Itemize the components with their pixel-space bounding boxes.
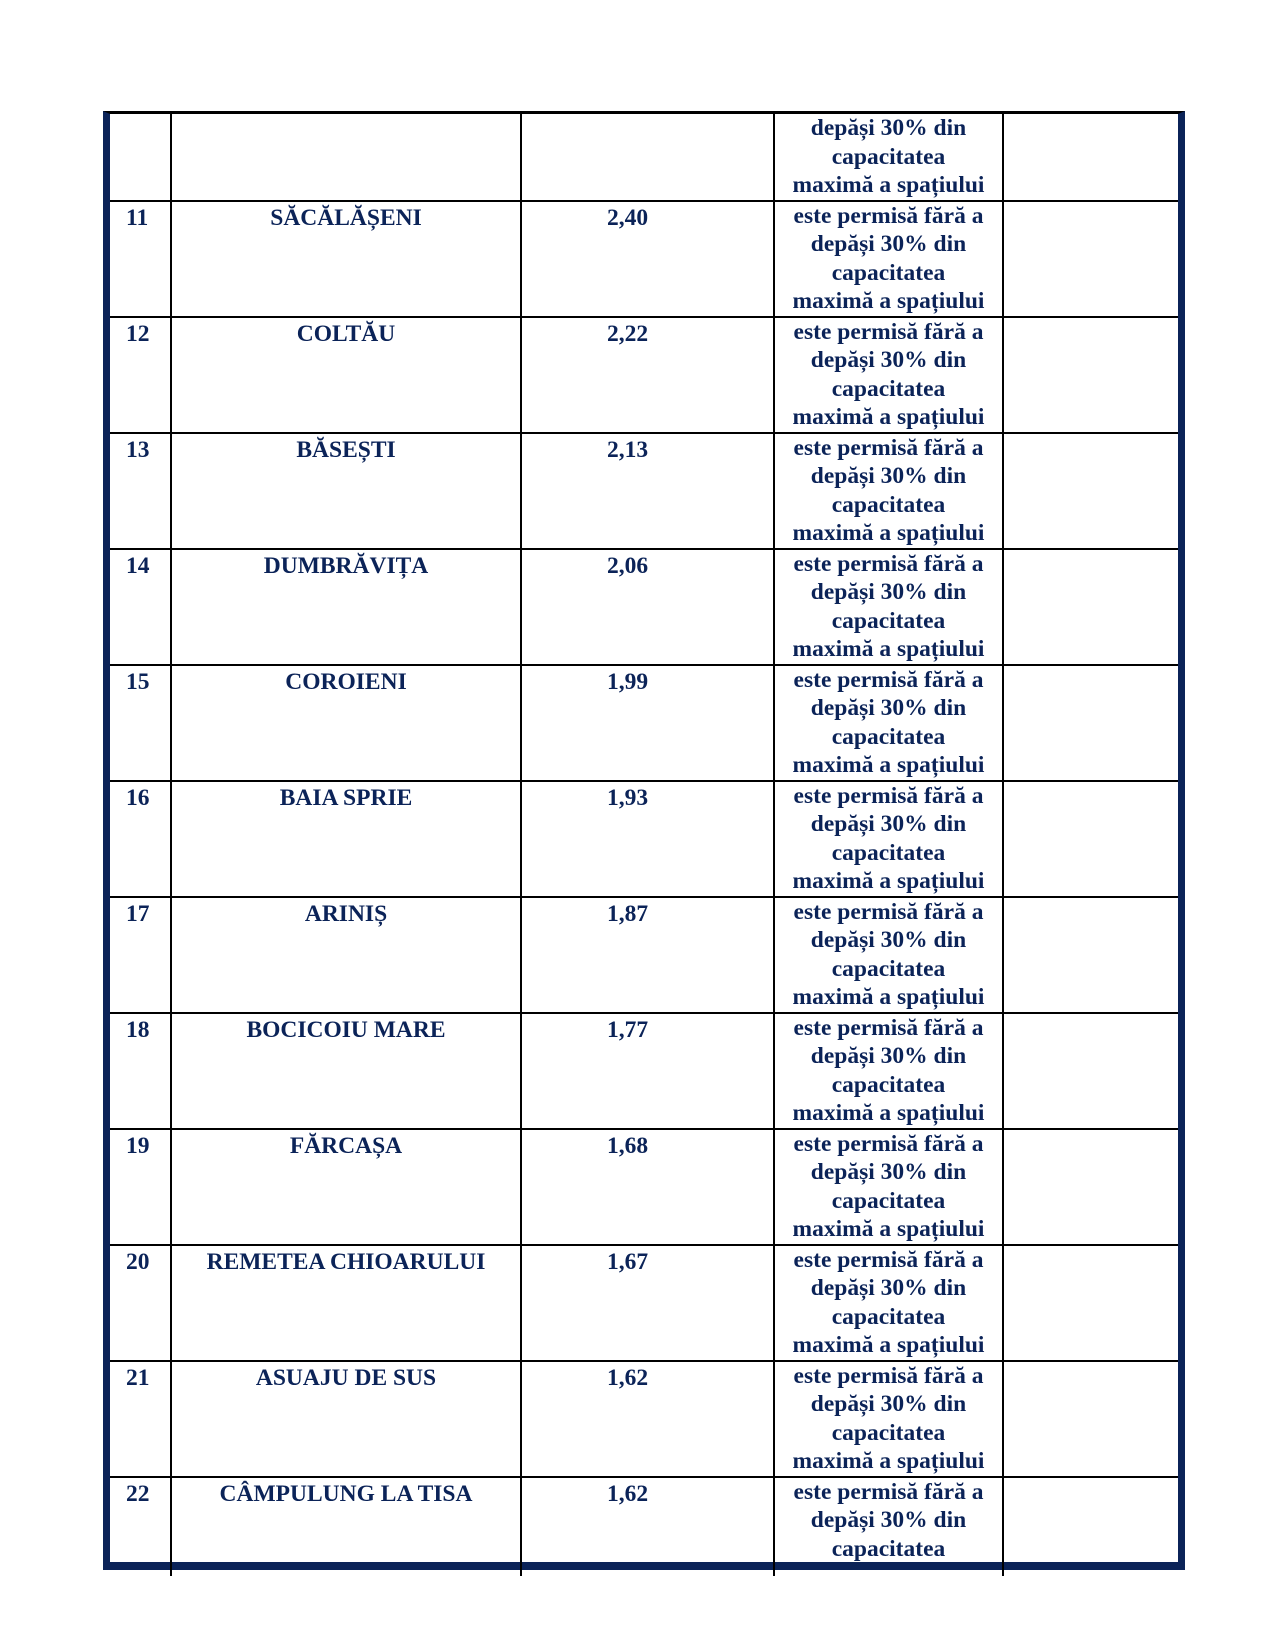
note-cell (774, 1477, 1003, 1576)
table-row (110, 1245, 1178, 1361)
empty-cell (1003, 317, 1178, 433)
note-cell (774, 317, 1003, 433)
note-line: este permisă fără a (793, 434, 984, 461)
empty-cell (1003, 1477, 1178, 1576)
note-line: este permisă fără a (793, 1362, 984, 1389)
locality-name: REMETEA CHIOARULUI (171, 1245, 521, 1361)
note-line: capacitatea (831, 1303, 946, 1330)
empty-cell (1003, 1013, 1178, 1129)
name-cell (171, 114, 521, 201)
empty-cell (1003, 1245, 1178, 1361)
note-line: depăși 30% din (810, 1275, 967, 1301)
value-cell (521, 114, 774, 201)
note-cell (774, 201, 1003, 317)
note-line: este permisă fără a (793, 1246, 984, 1273)
note-line: depăși 30% din (810, 1507, 967, 1533)
empty-cell (1003, 665, 1178, 781)
table-row (110, 549, 1178, 665)
row-number: 12 (110, 317, 171, 433)
table-frame (103, 111, 1185, 1570)
note-line: este permisă fără a (793, 666, 984, 693)
locality-name: FĂRCAȘA (171, 1129, 521, 1245)
note-line: depăși 30% din (810, 695, 967, 721)
note-line: maximă a spațiului (792, 752, 985, 778)
rate-value: 2,22 (521, 317, 774, 433)
table-row (110, 201, 1178, 317)
rate-value: 1,62 (521, 1361, 774, 1477)
empty-cell (1003, 781, 1178, 897)
note-line: depăși 30% din (810, 463, 967, 489)
row-number: 20 (110, 1245, 171, 1361)
note-line: depăși 30% din (810, 347, 967, 373)
locality-name: BOCICOIU MARE (171, 1013, 521, 1129)
note-line: maximă a spațiului (792, 288, 985, 314)
note-line: capacitatea (831, 143, 946, 170)
empty-cell (1003, 897, 1178, 1013)
note-line: capacitatea (831, 1419, 946, 1446)
row-number: 14 (110, 549, 171, 665)
note-line: capacitatea (831, 955, 946, 982)
table-row (110, 317, 1178, 433)
note-cell (774, 781, 1003, 897)
note-cell (774, 433, 1003, 549)
note-line: este permisă fără a (793, 1014, 984, 1041)
table-row (110, 897, 1178, 1013)
empty-cell (1003, 114, 1178, 201)
empty-cell (1003, 433, 1178, 549)
table-row (110, 1013, 1178, 1129)
nr-cell (110, 114, 171, 201)
note-line: capacitatea (831, 491, 946, 518)
rate-value: 1,87 (521, 897, 774, 1013)
note-line: maximă a spațiului (792, 868, 985, 894)
note-line: este permisă fără a (793, 202, 984, 229)
row-number: 18 (110, 1013, 171, 1129)
note-line: capacitatea (831, 375, 946, 402)
locality-name: SĂCĂLĂȘENI (171, 201, 521, 317)
note-line: capacitatea (831, 839, 946, 866)
note-line: depăși 30% din (810, 927, 967, 953)
locality-name: DUMBRĂVIȚA (171, 549, 521, 665)
row-number: 19 (110, 1129, 171, 1245)
note-cell (774, 549, 1003, 665)
note-line: este permisă fără a (793, 1478, 984, 1505)
note-line: depăși 30% din (810, 1391, 967, 1417)
locality-name: COLTĂU (171, 317, 521, 433)
empty-cell (1003, 1361, 1178, 1477)
note-cell (774, 1013, 1003, 1129)
row-number: 22 (110, 1477, 171, 1576)
table-row (110, 1477, 1178, 1576)
note-cell (774, 1361, 1003, 1477)
row-number: 15 (110, 665, 171, 781)
note-line: capacitatea (831, 1187, 946, 1214)
empty-cell (1003, 1129, 1178, 1245)
note-cell (774, 1129, 1003, 1245)
table-row-continued (110, 114, 1178, 201)
note-line: este permisă fără a (793, 318, 984, 345)
note-line: maximă a spațiului (792, 1448, 985, 1474)
note-line: capacitatea (831, 607, 946, 634)
rate-value: 2,13 (521, 433, 774, 549)
rate-value: 2,40 (521, 201, 774, 317)
table-row (110, 665, 1178, 781)
note-line: este permisă fără a (793, 550, 984, 577)
note-cell (774, 897, 1003, 1013)
note-cell (774, 1245, 1003, 1361)
note-cell (774, 114, 1003, 201)
table-row (110, 781, 1178, 897)
locality-name: BĂSEȘTI (171, 433, 521, 549)
note-line: maximă a spațiului (792, 1100, 985, 1126)
rate-value: 1,99 (521, 665, 774, 781)
locality-name: ASUAJU DE SUS (171, 1361, 521, 1477)
note-line: maximă a spațiului (792, 984, 985, 1010)
note-line: maximă a spațiului (792, 636, 985, 662)
table-row (110, 1129, 1178, 1245)
localities-table (110, 114, 1178, 1576)
note-line: maximă a spațiului (792, 1216, 985, 1242)
note-line: este permisă fără a (793, 1130, 984, 1157)
table-row (110, 1361, 1178, 1477)
note-line: capacitatea (831, 1071, 946, 1098)
note-line: capacitatea (831, 259, 946, 286)
note-line: este permisă fără a (793, 782, 984, 809)
empty-cell (1003, 549, 1178, 665)
note-line: maximă a spațiului (792, 404, 985, 430)
note-line: depăși 30% din (810, 579, 967, 605)
note-line: capacitatea (831, 723, 946, 750)
note-line: maximă a spațiului (792, 172, 985, 198)
empty-cell (1003, 201, 1178, 317)
note-line: maximă a spațiului (792, 520, 985, 546)
note-line: capacitatea (831, 1535, 946, 1562)
note-line: este permisă fără a (793, 898, 984, 925)
table-row (110, 433, 1178, 549)
locality-name: CÂMPULUNG LA TISA (171, 1477, 521, 1576)
row-number: 16 (110, 781, 171, 897)
rate-value: 1,93 (521, 781, 774, 897)
note-line: depăși 30% din (810, 811, 967, 837)
row-number: 21 (110, 1361, 171, 1477)
locality-name: ARINIȘ (171, 897, 521, 1013)
note-line: depăși 30% din (810, 1043, 967, 1069)
rate-value: 2,06 (521, 549, 774, 665)
rate-value: 1,68 (521, 1129, 774, 1245)
note-line: maximă a spațiului (792, 1332, 985, 1358)
row-number: 13 (110, 433, 171, 549)
locality-name: BAIA SPRIE (171, 781, 521, 897)
rate-value: 1,62 (521, 1477, 774, 1576)
rate-value: 1,67 (521, 1245, 774, 1361)
locality-name: COROIENI (171, 665, 521, 781)
note-line: depăși 30% din (810, 231, 967, 257)
note-cell (774, 665, 1003, 781)
note-line: depăși 30% din (810, 115, 967, 141)
rate-value: 1,77 (521, 1013, 774, 1129)
note-line: depăși 30% din (810, 1159, 967, 1185)
row-number: 17 (110, 897, 171, 1013)
row-number: 11 (110, 201, 171, 317)
